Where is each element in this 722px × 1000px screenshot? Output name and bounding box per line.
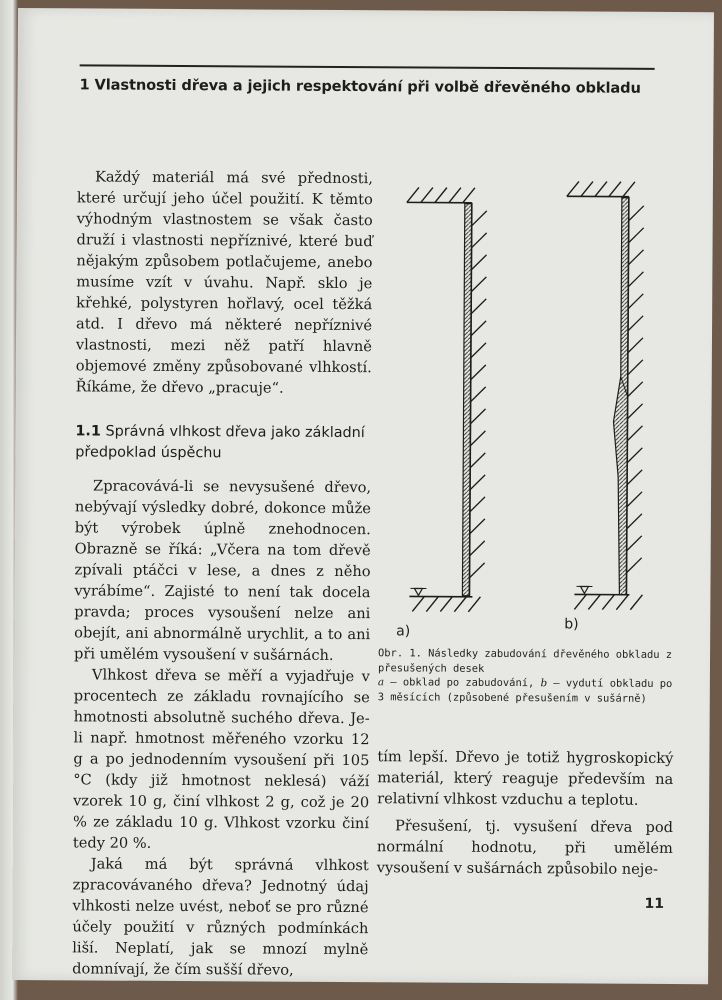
figure-label-b: b) [564,616,579,633]
section-number: 1.1 [75,423,101,440]
page-number: 11 [644,895,665,912]
caption-a-letter: a [377,676,385,689]
left-column [72,166,373,981]
diagram-b [564,181,645,609]
figure-cladding-diagram [374,175,677,647]
intro-paragraph: Každý materiál má své přednosti, které určují jeho účel použití. K těmto výhodným vlastnostem se však často druží i vlastnosti nepříznivé, které buď nějakým způsobem potlačujeme, anebo musíme vzít v úvahu. Např. sklo je křehké, polystyren hořlavý, ocel těžká atd. I dřevo má některé nepříznivé vlastnosti, mezi něž patří hlavně objemové změny způsobované vlhkostí. Říkáme, že dřevo „pracuje“. [75,168,374,397]
chapter-title: 1 Vlastnosti dřeva a jejich respektování při volbě dřevěného obkladu [79,76,641,97]
section-title: Správná vlhkost dřeva jako základní předpoklad úspěchu [75,423,365,462]
caption-b-text: — vydutí obkladu po 3 měsících (způsobené přesušením v sušárně) [377,677,673,705]
section-heading [75,421,371,465]
body-paragraph-1: Zpracovává-li se nevysušené dřevo, nebývají výsledky dobré, dokonce může být výrobek úplně znehodnocen. Obrazně se říká: „Včera na tom dřevě zpívali ptáčci v lese, a dnes z něho vyrábíme“. Zajisté to není tak docela pravda; proces vysoušení nelze ani obejít, ani abnormálně urychlit, a to ani při umělém vysoušení v sušárnách. [74,477,372,664]
right-paragraph-1: tím lepší. Dřevo je totiž hygroskopický materiál, který reaguje především na relativní vlhkost vzduchu a teplotu. [377,748,674,809]
right-column [377,746,674,880]
body-paragraph-3: Jaká má být správná vlhkost zpracovávaného dřeva? Jednotný údaj vlhkosti nelze uvést, neboť se pro různé účely použití v různých podmínkách liší. Neplatí, jak se mnozí mylně domnívají, že čím sušší dřevo, [72,855,369,979]
caption-b-letter: b [540,677,548,690]
figure-drawing [374,175,677,647]
right-paragraph-2: Přesušení, tj. vysušení dřeva pod normální hodnotu, při umělém vysoušení v sušárnách způsobilo neje- [376,817,674,878]
caption-line-1: Obr. 1. Následky zabudování dřevěného obkladu z přesušených desek [377,647,673,675]
figure-caption [378,646,678,706]
body-paragraph-2: Vlhkost dřeva se měří a vyjadřuje v procentech ze základu rovnajícího se hmotnosti absolutně suchého dřeva. Je-li např. hmotnost měřeného vzorku 12 g a po jednodenním vysoušení při 105 °C (kdy již hmotnost neklesá) váží vzorek 10 g, činí vlhkost 2 g, což je 20 % ze základu 10 g. Vlhkost vzorku činí tedy 20 %. [72,666,370,852]
diagram-a [404,187,487,611]
figure-label-a: a) [396,623,411,640]
header-rule [80,64,655,70]
caption-a-text: — obklad po zabudování, [384,676,541,690]
book-page [12,8,714,984]
